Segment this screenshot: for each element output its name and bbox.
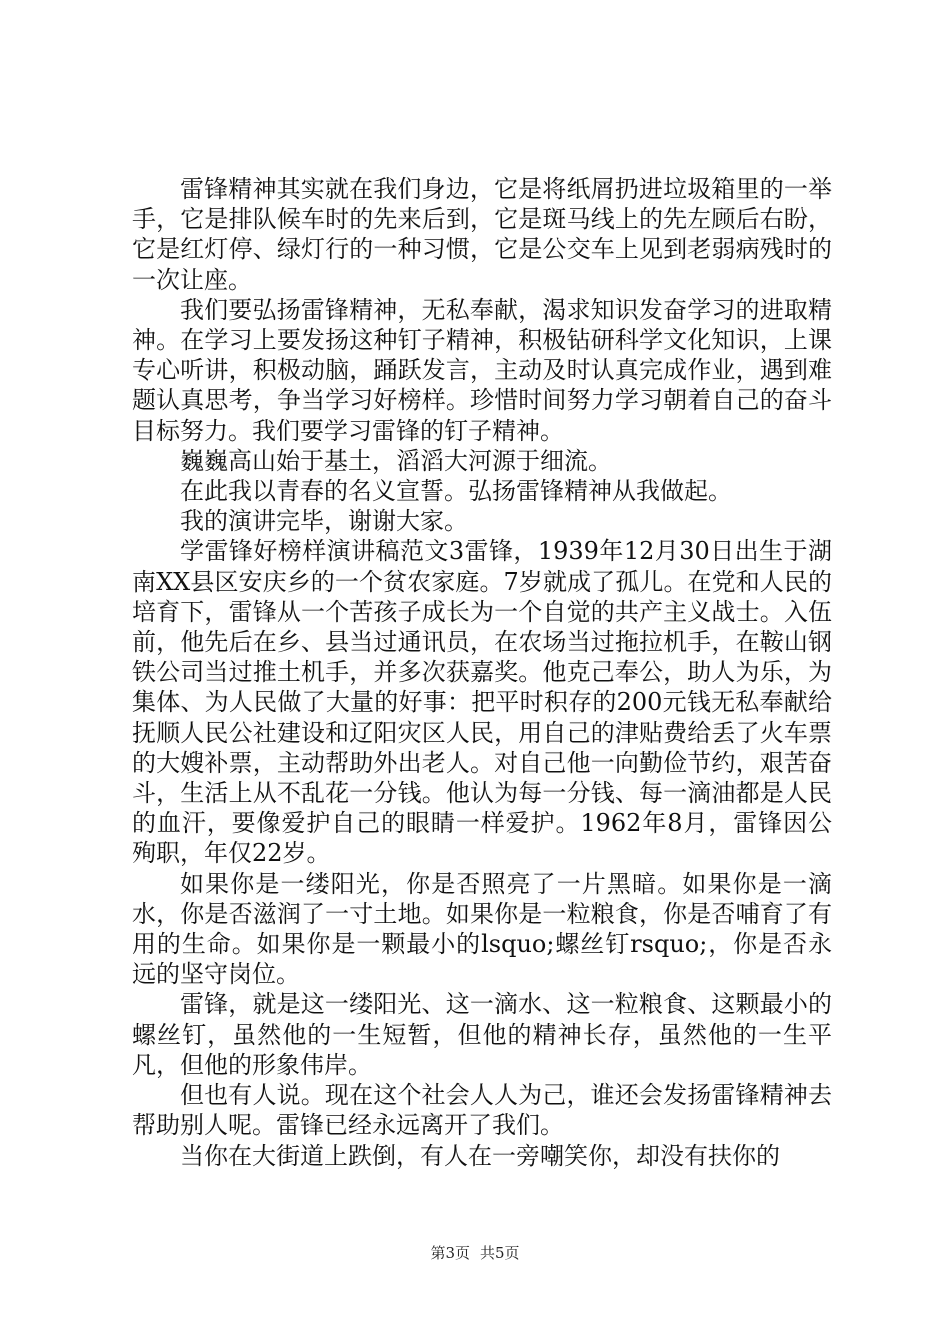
- paragraph: 我们要弘扬雷锋精神，无私奉献，渴求知识发奋学习的进取精神。在学习上要发扬这种钉子精神，积极钻研科学文化知识，上课专心听讲，积极动脑，踊跃发言，主动及时认真完成作业，遇到难题认真思考，争当学习好榜样。珍惜时间努力学习朝着自己的奋斗目标努力。我们要学习雷锋的钉子精神。: [132, 295, 832, 445]
- page-footer: [0, 1244, 950, 1262]
- paragraph: 如果你是一缕阳光，你是否照亮了一片黑暗。如果你是一滴水，你是否滋润了一寸土地。如果你是一粒粮食，你是否哺育了有用的生命。如果你是一颗最小的lsquo;螺丝钉rsquo;，你是否永远的坚守岗位。: [132, 869, 832, 989]
- paragraph: 学雷锋好榜样演讲稿范文3雷锋，1939年12月30日出生于湖南XX县区安庆乡的一个贫农家庭。7岁就成了孤儿。在党和人民的培育下，雷锋从一个苦孩子成长为一个自觉的共产主义战士。入伍前，他先后在乡、县当过通讯员，在农场当过拖拉机手，在鞍山钢铁公司当过推土机手，并多次获嘉奖。他克己奉公，助人为乐，为集体、为人民做了大量的好事：把平时积存的200元钱无私奉献给抚顺人民公社建设和辽阳灾区人民，用自己的津贴费给丢了火车票的大嫂补票，主动帮助外出老人。对自己他一向勤俭节约，艰苦奋斗，生活上从不乱花一分钱。他认为每一分钱、每一滴油都是人民的血汗，要像爱护自己的眼睛一样爱护。1962年8月，雷锋因公殉职，年仅22岁。: [132, 537, 832, 868]
- paragraph: 在此我以青春的名义宣誓。弘扬雷锋精神从我做起。: [180, 477, 732, 506]
- document-body: [132, 174, 832, 1171]
- paragraph: 雷锋精神其实就在我们身边，它是将纸屑扔进垃圾箱里的一举手，它是排队候车时的先来后到，它是斑马线上的先左顾后右盼，它是红灯停、绿灯行的一种习惯，它是公交车上见到老弱病残时的一次让座。: [132, 175, 832, 294]
- paragraph: 雷锋，就是这一缕阳光、这一滴水、这一粒粮食、这颗最小的螺丝钉，虽然他的一生短暂，但他的精神长存，虽然他的一生平凡，但他的形象伟岸。: [132, 990, 832, 1079]
- paragraph: 当你在大街道上跌倒，有人在一旁嘲笑你，却没有扶你的: [180, 1141, 780, 1170]
- page-number-current: 第3页: [430, 1244, 470, 1262]
- paragraph: 巍巍高山始于基土，滔滔大河源于细流。: [180, 446, 612, 475]
- page-number-total: 共5页: [480, 1244, 520, 1262]
- paragraph: 但也有人说。现在这个社会人人为己，谁还会发扬雷锋精神去帮助别人呢。雷锋已经永远离开了我们。: [132, 1081, 832, 1140]
- paragraph: 我的演讲完毕，谢谢大家。: [180, 507, 468, 536]
